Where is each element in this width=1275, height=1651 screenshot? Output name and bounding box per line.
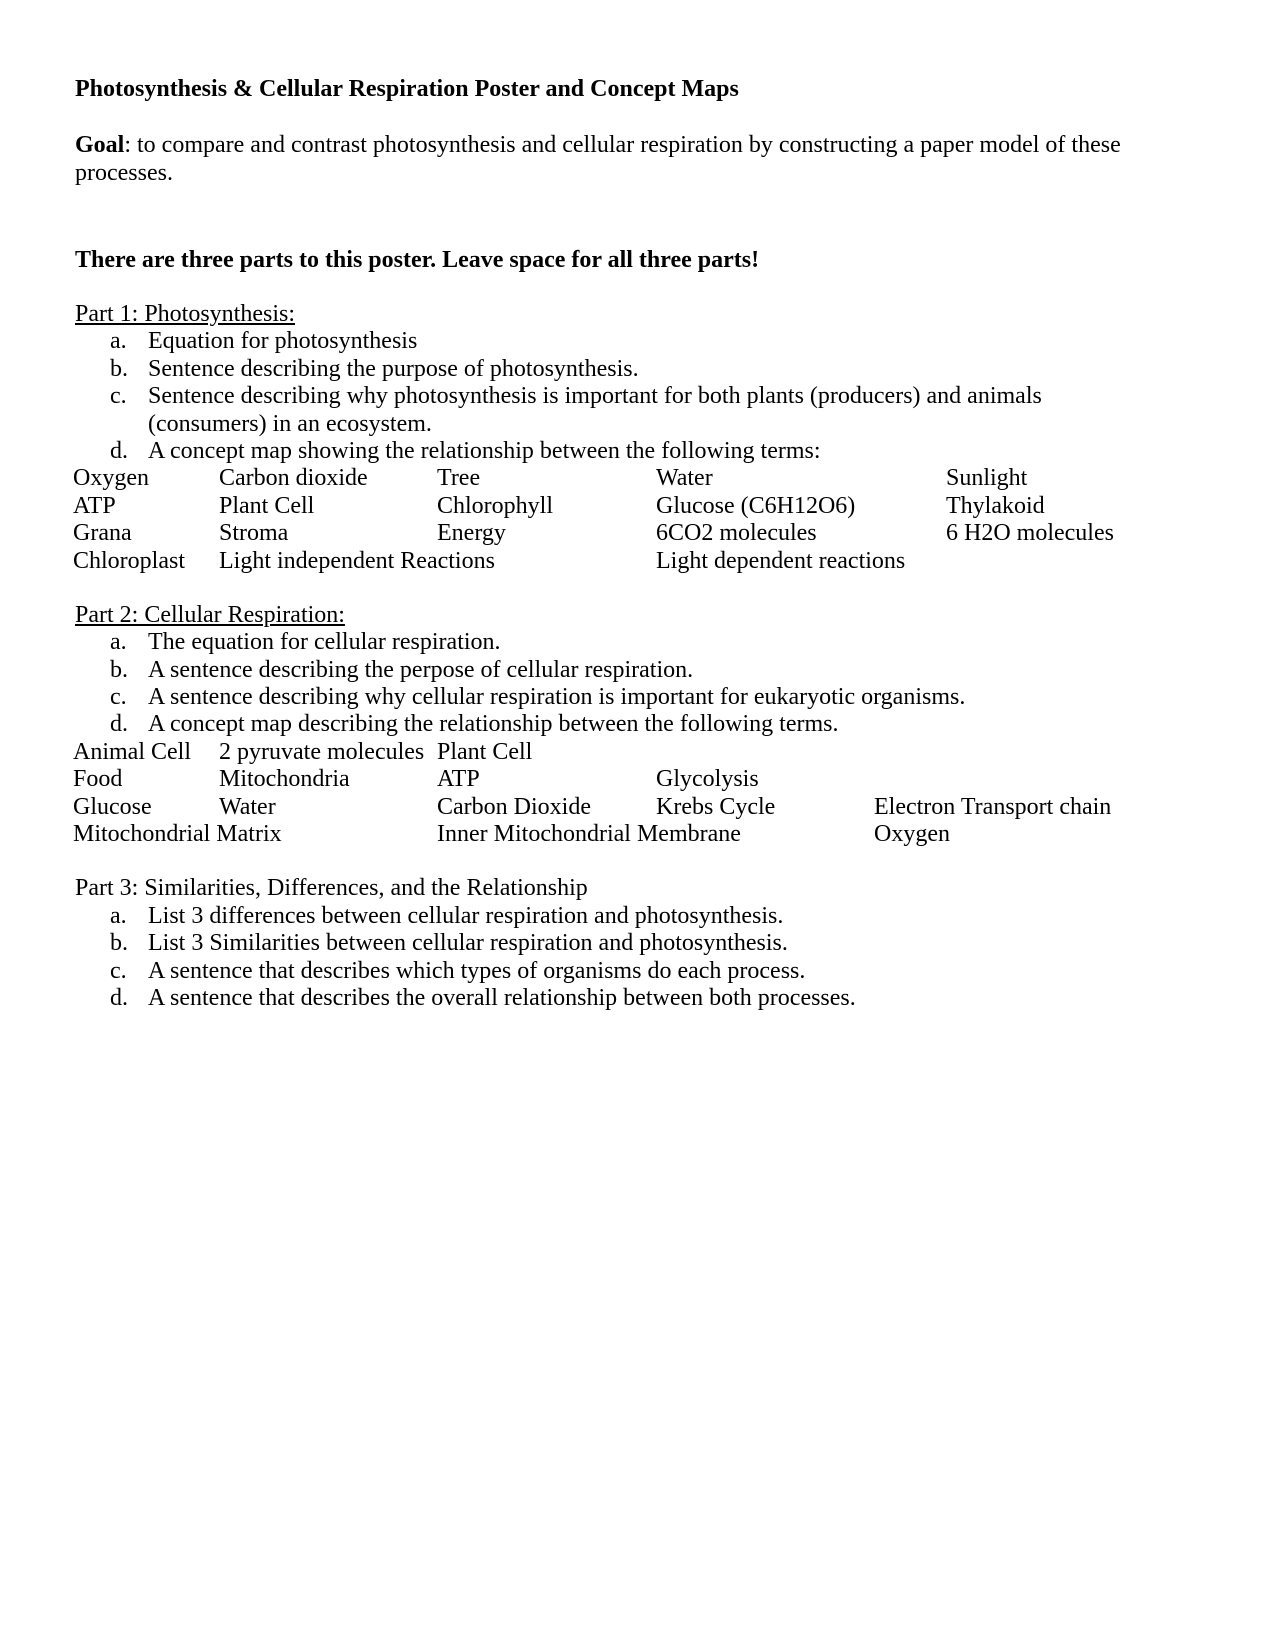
list-item-text: Sentence describing why photosynthesis is important for both plants (producers) and animals bbox=[148, 383, 1042, 409]
list-item-text: A sentence that describes which types of organisms do each process. bbox=[148, 958, 806, 984]
term: 6 H2O molecules bbox=[946, 520, 1114, 546]
term: Glycolysis bbox=[656, 766, 759, 792]
term: Glucose bbox=[73, 794, 152, 820]
term: Inner Mitochondrial Membrane bbox=[437, 821, 741, 847]
term: Plant Cell bbox=[219, 493, 315, 519]
goal-text: : to compare and contrast photosynthesis and cellular respiration by constructing a paper model of these processes. bbox=[75, 132, 1121, 186]
list-marker: d. bbox=[110, 711, 128, 737]
list-marker: d. bbox=[110, 438, 128, 464]
term: Glucose (C6H12O6) bbox=[656, 493, 856, 519]
term: 6CO2 molecules bbox=[656, 520, 817, 546]
part1-item-a bbox=[110, 327, 417, 355]
part2-item-d bbox=[110, 710, 838, 738]
list-item-text: A sentence describing the perpose of cellular respiration. bbox=[148, 657, 694, 683]
term: Chlorophyll bbox=[437, 493, 554, 519]
list-marker: a. bbox=[110, 629, 127, 655]
list-item-text: The equation for cellular respiration. bbox=[148, 629, 501, 655]
part2-item-c bbox=[110, 683, 965, 711]
term: ATP bbox=[73, 493, 116, 519]
term: Mitochondria bbox=[219, 766, 350, 792]
term: Energy bbox=[437, 520, 506, 546]
part2-item-b bbox=[110, 656, 693, 684]
term: Light dependent reactions bbox=[656, 548, 906, 574]
term: Thylakoid bbox=[946, 493, 1045, 519]
part3-item-b bbox=[110, 929, 788, 957]
term: ATP bbox=[437, 766, 480, 792]
term: Plant Cell bbox=[437, 739, 533, 765]
term: Water bbox=[656, 465, 713, 491]
term: Food bbox=[73, 766, 123, 792]
three-parts-notice: There are three parts to this poster. Leave space for all three parts! bbox=[75, 247, 760, 273]
list-marker: c. bbox=[110, 684, 127, 710]
part3-item-a bbox=[110, 902, 783, 930]
list-marker: a. bbox=[110, 328, 127, 354]
term: Grana bbox=[73, 520, 132, 546]
term: Mitochondrial Matrix bbox=[73, 821, 282, 847]
list-marker: c. bbox=[110, 383, 127, 409]
term: Stroma bbox=[219, 520, 289, 546]
list-marker: d. bbox=[110, 985, 128, 1011]
list-marker: b. bbox=[110, 657, 128, 683]
part1-item-d bbox=[110, 437, 821, 465]
term: 2 pyruvate molecules bbox=[219, 739, 425, 765]
term: Krebs Cycle bbox=[656, 794, 776, 820]
list-item-text: List 3 Similarities between cellular respiration and photosynthesis. bbox=[148, 930, 788, 956]
term: Electron Transport chain bbox=[874, 794, 1112, 820]
list-item-text: List 3 differences between cellular respiration and photosynthesis. bbox=[148, 903, 784, 929]
term: Oxygen bbox=[874, 821, 950, 847]
term: Chloroplast bbox=[73, 548, 185, 574]
goal-label: Goal bbox=[75, 132, 125, 158]
term: Animal Cell bbox=[73, 739, 191, 765]
list-item-text: A sentence that describes the overall relationship between both processes. bbox=[148, 985, 856, 1011]
part3-item-d bbox=[110, 984, 856, 1012]
list-item-text: Sentence describing the purpose of photosynthesis. bbox=[148, 356, 639, 382]
part1-heading: Part 1: Photosynthesis: bbox=[75, 301, 296, 327]
term: Tree bbox=[437, 465, 481, 491]
term: Water bbox=[219, 794, 276, 820]
list-marker: c. bbox=[110, 958, 127, 984]
list-item-text: A concept map showing the relationship between the following terms: bbox=[148, 438, 821, 464]
list-marker: b. bbox=[110, 930, 128, 956]
list-item-text: A sentence describing why cellular respiration is important for eukaryotic organisms. bbox=[148, 684, 966, 710]
part1-item-c bbox=[110, 382, 1042, 438]
term: Sunlight bbox=[946, 465, 1028, 491]
goal-paragraph bbox=[75, 131, 1205, 187]
term: Carbon dioxide bbox=[219, 465, 368, 491]
document-title: Photosynthesis & Cellular Respiration Poster and Concept Maps bbox=[75, 76, 739, 102]
list-item-text: Equation for photosynthesis bbox=[148, 328, 418, 354]
part1-item-b bbox=[110, 355, 639, 383]
term: Oxygen bbox=[73, 465, 149, 491]
list-item-text: A concept map describing the relationship between the following terms. bbox=[148, 711, 839, 737]
list-marker: b. bbox=[110, 356, 128, 382]
list-item-continuation: (consumers) in an ecosystem. bbox=[148, 411, 432, 437]
term: Carbon Dioxide bbox=[437, 794, 591, 820]
part3-heading: Part 3: Similarities, Differences, and the Relationship bbox=[75, 875, 588, 901]
part2-item-a bbox=[110, 628, 501, 656]
part2-heading: Part 2: Cellular Respiration: bbox=[75, 602, 345, 628]
part3-item-c bbox=[110, 957, 805, 985]
term: Light independent Reactions bbox=[219, 548, 495, 574]
list-marker: a. bbox=[110, 903, 127, 929]
